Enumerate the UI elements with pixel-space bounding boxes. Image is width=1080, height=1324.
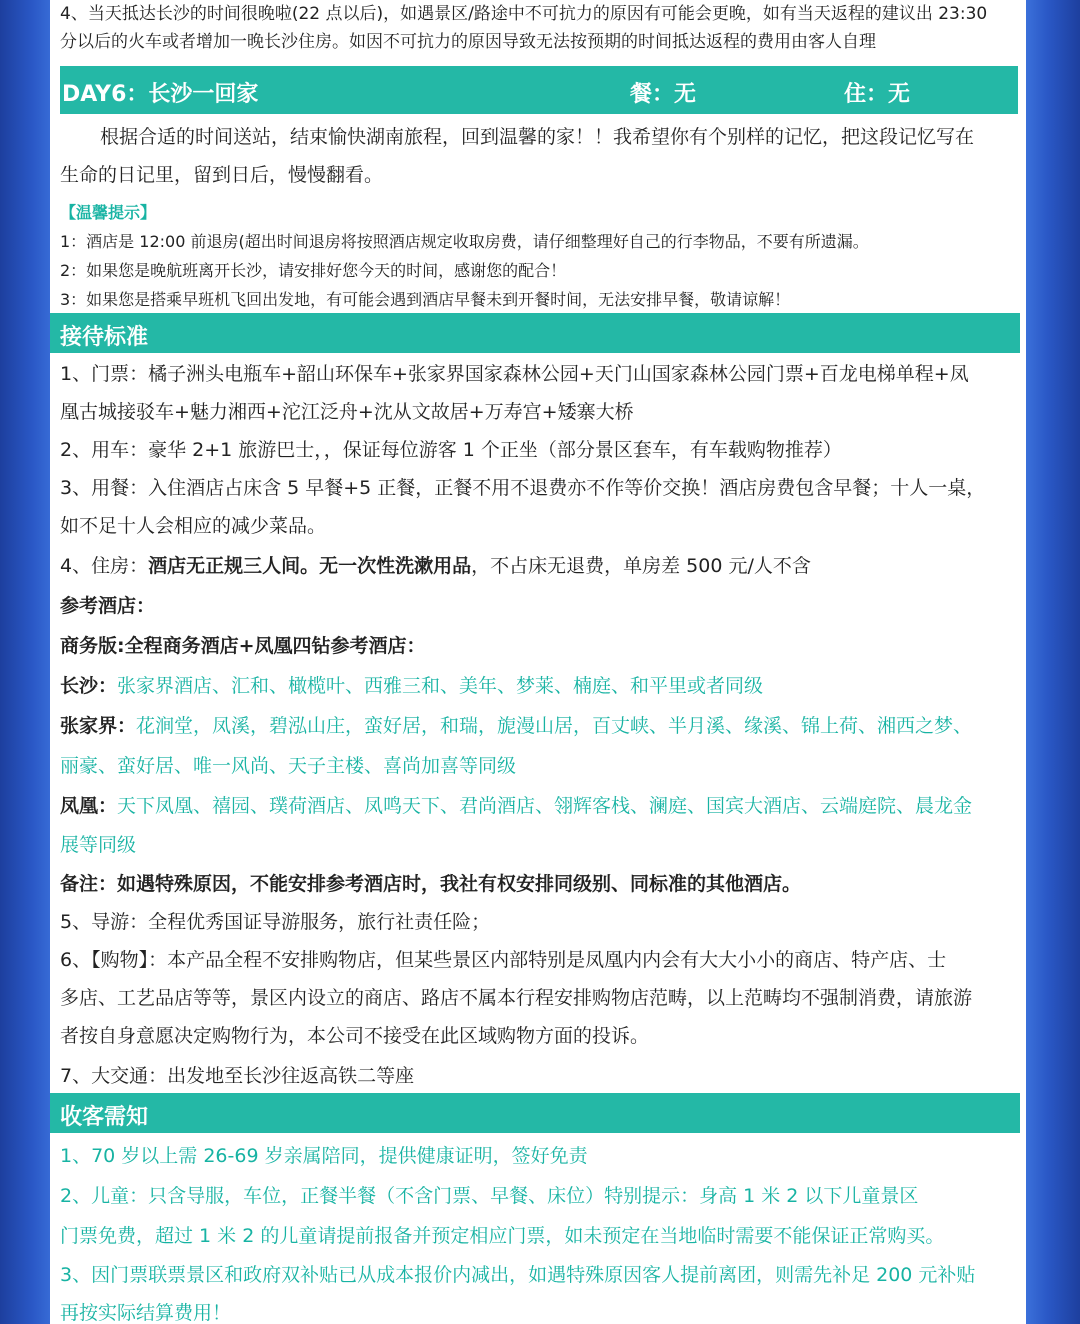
zjj-hotels-line1: [60, 707, 1018, 746]
standards-item7: 7、大交通：出发地至长沙往返高铁二等座: [60, 1065, 415, 1087]
notice-item3-line2: 再按实际结算费用！: [60, 1302, 232, 1324]
itinerary-page: [50, 0, 1026, 1324]
changsha-hotel-list: 张家界酒店、汇和、橄榄叶、西雅三和、美年、梦莱、楠庭、和平里或者同级: [117, 675, 764, 697]
standards-item4: [60, 547, 1018, 586]
standards-item6-line3: 者按自身意愿决定购物行为，本公司不接受在此区域购物方面的投诉。: [60, 1025, 650, 1047]
fh-hotel-list-1: 天下凤凰、禧园、璞荷酒店、凤鸣天下、君尚酒店、翎辉客栈、澜庭、国宾大酒店、云端庭院、晨龙金: [117, 795, 973, 817]
zjj-label: 张家界：: [60, 715, 137, 737]
changsha-label: 长沙：: [60, 675, 118, 697]
standards-item3-line1: 3、用餐：入住酒店占床含 5 早餐+5 正餐，正餐不用不退费亦不作等价交换！酒店房费包含早餐；十人一桌，: [60, 477, 986, 499]
zjj-hotel-list-2: 丽豪、蛮好居、唯一风尚、天子主楼、喜尚加喜等同级: [60, 755, 517, 777]
notice-item2-line2: 门票免费，超过 1 米 2 的儿童请提前报备并预定相应门票，如未预定在当地临时需要不能保证正常购买。: [60, 1225, 945, 1247]
notice-item3-line1: 3、因门票联票景区和政府双补贴已从成本报价内减出，如遇特殊原因客人提前离团，则需先补足 200 元补贴: [60, 1264, 976, 1286]
day6-title: DAY6：长沙一回家: [62, 82, 259, 107]
day6-desc-line2: 生命的日记里，留到日后，慢慢翻看。: [60, 164, 384, 186]
day6-desc-line1: 根据合适的时间送站，结束愉快湖南旅程，回到温馨的家！！我希望你有个别样的记忆，把这段记忆写在: [100, 126, 975, 148]
tips-item-3: 3：如果您是搭乘早班机飞回出发地，有可能会遇到酒店早餐未到开餐时间，无法安排早餐，敬请谅解！: [60, 290, 791, 309]
top-note-line2: 分以后的火车或者增加一晚长沙住房。如因不可抗力的原因导致无法按预期的时间抵达返程的费用由客人自理: [60, 32, 876, 52]
standards-note: 备注：如遇特殊原因，不能安排参考酒店时，我社有权安排同级别、同标准的其他酒店。: [60, 873, 802, 895]
notice-header-bar: [50, 1093, 1020, 1133]
standards-item6-line1: 6、【购物】：本产品全程不安排购物店，但某些景区内部特别是凤凰内内会有大大小小的商店、特产店、士: [60, 949, 947, 971]
standards-item1-line1: 1、门票：橘子洲头电瓶车+韶山环保车+张家界国家森林公园+天门山国家森林公园门票+百龙电梯单程+凤: [60, 363, 969, 385]
standards-header-bar: [50, 313, 1020, 353]
standards-heading: 接待标准: [60, 325, 149, 350]
item4-rest: ，不占床无退费，单房差 500 元/人不含: [471, 555, 811, 577]
notice-heading: 收客需知: [60, 1105, 149, 1130]
standards-item6-line2: 多店、工艺品店等等，景区内设立的商店、路店不属本行程安排购物店范畴，以上范畴均不强制消费，请旅游: [60, 987, 973, 1009]
standards-item2: 2、用车：豪华 2+1 旅游巴士，，保证每位游客 1 个正坐（部分景区套车，有车载购物推荐）: [60, 439, 842, 461]
fh-hotels-line1: [60, 787, 1018, 826]
standards-item1-line2: 凰古城接驳车+魅力湘西+沱江泛舟+沈从文故居+万寿宫+矮寨大桥: [60, 401, 634, 423]
fh-hotel-list-2: 展等同级: [60, 834, 137, 856]
day6-header-bar: [60, 66, 1018, 114]
fh-label: 凤凰：: [60, 795, 118, 817]
zjj-hotel-list-1: 花涧堂，凤溪，碧泓山庄，蛮好居，和瑞，旎漫山居，百丈峡、半月溪、缘溪、锦上荷、湘西之梦、: [136, 715, 973, 737]
tips-item-2: 2：如果您是晚航班离开长沙，请安排好您今天的时间，感谢您的配合！: [60, 261, 567, 280]
ref-hotels-heading: 参考酒店：: [60, 595, 156, 617]
item4-prefix: 4、住房：: [60, 555, 149, 577]
top-note-line1: 4、当天抵达长沙的时间很晚啦(22 点以后)，如遇景区/路途中不可抗力的原因有可能会更晚，如有当天返程的建议出 23:30: [60, 4, 988, 24]
item4-bold: 酒店无正规三人间。无一次性洗漱用品: [148, 555, 472, 577]
changsha-hotels: [60, 667, 1018, 706]
standards-item5: 5、导游：全程优秀国证导游服务，旅行社责任险；: [60, 911, 491, 933]
notice-item2-line1: 2、儿童：只含导服，车位，正餐半餐（不含门票、早餐、床位）特别提示：身高 1 米 2 以下儿童景区: [60, 1185, 919, 1207]
ref-hotels-version: 商务版:全程商务酒店+凤凰四钻参考酒店：: [60, 635, 426, 657]
day6-stay: 住：无: [844, 82, 911, 107]
tips-item-1: 1：酒店是 12:00 前退房(超出时间退房将按照酒店规定收取房费，请仔细整理好自己的行李物品，不要有所遗漏。: [60, 232, 869, 251]
day6-meal: 餐：无: [630, 82, 697, 107]
notice-item1: 1、70 岁以上需 26-69 岁亲属陪同，提供健康证明，签好免责: [60, 1145, 588, 1167]
standards-item3-line2: 如不足十人会相应的减少菜品。: [60, 515, 327, 537]
tips-heading: 【温馨提示】: [60, 203, 157, 222]
